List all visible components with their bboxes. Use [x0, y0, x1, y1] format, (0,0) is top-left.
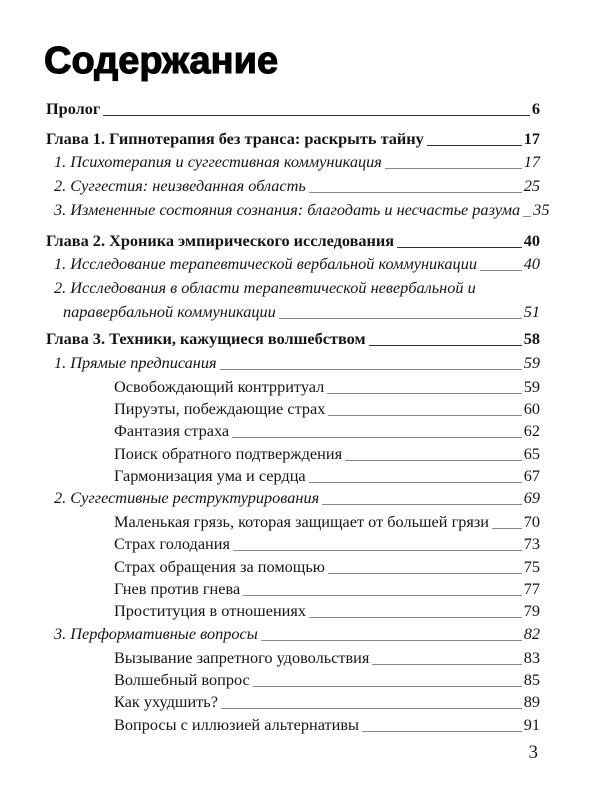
toc-entry-label: 2. Суггестия: неизведанная область	[54, 176, 306, 196]
toc-entry-page: 17	[523, 152, 540, 172]
leader-line	[322, 504, 522, 505]
toc-entry-page: 59	[523, 352, 540, 372]
leader-line	[523, 216, 531, 217]
toc-entry-page: 65	[523, 443, 540, 463]
toc-entry-label: 2. Исследования в области терапевтической невербальной и	[54, 278, 476, 298]
toc-entry-label: Вопросы с иллюзией альтернативы	[114, 714, 359, 734]
toc-row	[46, 421, 540, 443]
leader-line	[480, 270, 522, 271]
toc-list	[46, 98, 550, 737]
toc-entry-label: Глава 2. Хроника эмпирического исследования	[46, 231, 395, 251]
page-title: Содержание	[44, 40, 279, 82]
leader-line	[309, 192, 522, 193]
toc-entry-page: 91	[523, 714, 540, 734]
leader-line	[345, 460, 522, 461]
toc-row	[46, 557, 540, 579]
toc-row	[46, 715, 540, 737]
toc-entry-label: 3. Перформативные вопросы	[54, 623, 258, 643]
toc-entry-label: Пролог	[46, 98, 101, 118]
toc-row	[46, 624, 540, 648]
toc-entry-page: 67	[523, 465, 540, 485]
toc-entry-label: Проституция в отношениях	[114, 601, 306, 621]
leader-line	[328, 415, 521, 416]
toc-entry-page: 59	[523, 376, 540, 396]
leader-line	[309, 617, 522, 618]
leader-line	[369, 345, 522, 346]
toc-entry-label: Маленькая грязь, которая защищает от большей грязи	[114, 512, 490, 532]
toc-row	[46, 200, 550, 224]
toc-row	[46, 488, 540, 512]
leader-line	[220, 369, 522, 370]
toc-entry-page: 51	[523, 302, 540, 322]
toc-entry-label: 1. Исследование терапевтической вербальной коммуникации	[54, 254, 477, 274]
toc-entry-page: 17	[523, 129, 540, 149]
toc-row	[46, 353, 540, 377]
leader-line	[309, 482, 522, 483]
toc-entry-label: Пируэты, побеждающие страх	[114, 398, 326, 418]
toc-row	[46, 670, 540, 692]
toc-entry-page: 69	[523, 488, 540, 508]
toc-entry-label: Поиск обратного подтверждения	[114, 443, 343, 463]
toc-row	[46, 176, 540, 200]
toc-row	[46, 129, 540, 152]
leader-line	[279, 318, 522, 319]
toc-entry-page: 35	[533, 200, 550, 220]
toc-row	[46, 254, 540, 278]
toc-entry-page: 77	[523, 579, 540, 599]
leader-line	[261, 640, 522, 641]
toc-entry-page: 40	[523, 231, 540, 251]
leader-line	[427, 145, 522, 146]
toc-entry-label: Вызывание запретного удовольствия	[114, 647, 370, 667]
toc-entry-label: паравербальной коммуникации	[63, 302, 276, 322]
toc-row	[46, 152, 540, 176]
toc-entry-page: 60	[523, 398, 540, 418]
toc-row	[46, 278, 540, 302]
leader-line	[233, 550, 522, 551]
toc-entry-page: 40	[523, 254, 540, 274]
toc-row	[46, 377, 540, 399]
toc-entry-page: 85	[523, 669, 540, 689]
toc-entry-label: Страх обращения за помощью	[114, 556, 325, 576]
toc-entry-label: 3. Измененные состояния сознания: благодать и несчастье разума	[54, 200, 521, 220]
toc-entry-label: Волшебный вопрос	[114, 669, 250, 689]
toc-row	[46, 99, 540, 122]
toc-row	[46, 512, 540, 534]
toc-entry-page: 70	[523, 512, 540, 532]
toc-entry-label: 2. Суггестивные реструктурирования	[54, 488, 320, 508]
leader-line	[328, 573, 522, 574]
leader-line	[221, 708, 522, 709]
leader-line	[243, 595, 522, 596]
leader-line	[492, 528, 522, 529]
toc-entry-label: 1. Психотерапия и суггестивная коммуникация	[54, 152, 382, 172]
toc-row	[46, 466, 540, 488]
toc-entry-page: 75	[523, 556, 540, 576]
toc-entry-page: 73	[523, 534, 540, 554]
toc-entry-label: Гнев против гнева	[114, 579, 241, 599]
toc-entry-page: 79	[523, 601, 540, 621]
toc-row	[46, 302, 540, 322]
leader-line	[372, 664, 521, 665]
toc-entry-page: 25	[523, 176, 540, 196]
toc-row	[46, 444, 540, 466]
toc-entry-label: Гармонизация ума и сердца	[114, 465, 306, 485]
toc-row	[46, 399, 540, 421]
leader-line	[362, 731, 522, 732]
toc-entry-page: 62	[523, 421, 540, 441]
toc-entry-label: 1. Прямые предписания	[54, 352, 217, 372]
toc-entry-label: Страх голодания	[114, 534, 230, 554]
toc-row	[46, 692, 540, 714]
page-number: 3	[528, 742, 538, 763]
toc-entry-page: 89	[523, 692, 540, 712]
toc-entry-page: 83	[523, 647, 540, 667]
toc-row	[46, 648, 540, 670]
toc-entry-label: Глава 3. Техники, кажущиеся волшебством	[46, 329, 366, 349]
toc-entry-page: 58	[523, 329, 540, 349]
toc-row	[46, 601, 540, 623]
toc-entry-page: 6	[531, 98, 540, 118]
toc-entry-label: Как ухудшить?	[114, 692, 218, 712]
leader-line	[253, 686, 522, 687]
leader-line	[103, 115, 530, 116]
toc-entry-label: Освобождающий контрритуал	[114, 376, 325, 396]
toc-row	[46, 579, 540, 601]
toc-entry-label: Глава 1. Гипнотерапия без транса: раскрыть тайну	[46, 129, 424, 149]
leader-line	[385, 168, 522, 169]
leader-line	[397, 247, 522, 248]
leader-line	[327, 393, 521, 394]
toc-row	[46, 534, 540, 556]
toc-entry-label: Фантазия страха	[114, 421, 230, 441]
toc-entry-page: 82	[523, 623, 540, 643]
toc-row	[46, 231, 540, 254]
toc-row	[46, 329, 540, 352]
leader-line	[232, 437, 522, 438]
